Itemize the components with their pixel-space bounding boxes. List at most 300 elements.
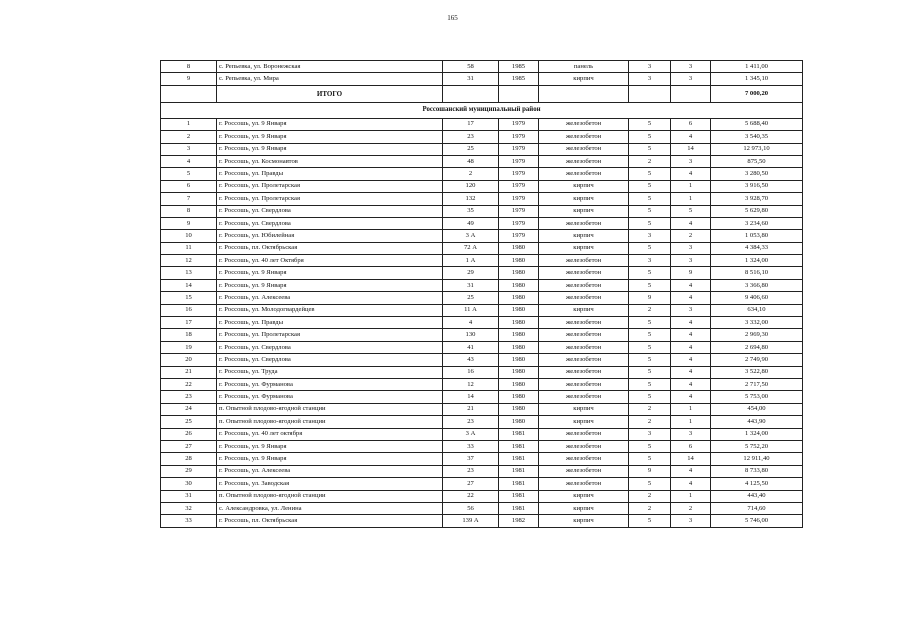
cell-year: 1979 (499, 155, 539, 167)
cell-year: 1980 (499, 242, 539, 254)
cell-address: г. Россошь, ул. Фурманова (217, 391, 443, 403)
cell-entrances: 4 (671, 341, 711, 353)
table-row (161, 428, 803, 440)
cell-material: кирпич (539, 205, 629, 217)
cell-material: кирпич (539, 193, 629, 205)
cell-number: 14 (161, 279, 217, 291)
cell-address: г. Россошь, ул. 40 лет Октября (217, 255, 443, 267)
cell-year: 1980 (499, 317, 539, 329)
cell-entrances: 1 (671, 416, 711, 428)
table-row (161, 279, 803, 291)
cell-material: железобетон (539, 317, 629, 329)
cell-material: кирпич (539, 515, 629, 527)
cell-number: 25 (161, 416, 217, 428)
cell-area: 12 973,10 (711, 143, 803, 155)
cell-year: 1979 (499, 217, 539, 229)
cell-floors: 2 (629, 502, 671, 514)
cell-number: 1 (161, 118, 217, 130)
cell-number: 13 (161, 267, 217, 279)
total-empty-cell (161, 85, 217, 102)
cell-entrances: 4 (671, 465, 711, 477)
cell-material: железобетон (539, 143, 629, 155)
table-row (161, 255, 803, 267)
cell-area: 443,40 (711, 490, 803, 502)
cell-area: 1 053,80 (711, 230, 803, 242)
cell-address: с. Александровка, ул. Ленина (217, 502, 443, 514)
cell-address: с. Репьевка, ул. Мира (217, 73, 443, 85)
cell-number: 3 (161, 143, 217, 155)
cell-area: 3 540,35 (711, 131, 803, 143)
cell-year: 1981 (499, 502, 539, 514)
cell-house: 130 (443, 329, 499, 341)
cell-number: 19 (161, 341, 217, 353)
cell-area: 714,60 (711, 502, 803, 514)
cell-entrances: 3 (671, 61, 711, 73)
cell-floors: 5 (629, 118, 671, 130)
cell-floors: 3 (629, 428, 671, 440)
table-row (161, 230, 803, 242)
cell-area: 2 969,30 (711, 329, 803, 341)
cell-area: 3 522,80 (711, 366, 803, 378)
total-empty-cell (539, 85, 629, 102)
table-row (161, 317, 803, 329)
cell-entrances: 4 (671, 391, 711, 403)
cell-material: железобетон (539, 478, 629, 490)
cell-entrances: 4 (671, 354, 711, 366)
cell-address: п. Опытной плодово-ягодной станции (217, 490, 443, 502)
cell-floors: 3 (629, 73, 671, 85)
cell-house: 3 А (443, 428, 499, 440)
cell-material: кирпич (539, 403, 629, 415)
cell-year: 1980 (499, 255, 539, 267)
cell-address: г. Россошь, пл. Октябрьская (217, 242, 443, 254)
table-row (161, 416, 803, 428)
table-row (161, 304, 803, 316)
cell-house: 58 (443, 61, 499, 73)
cell-material: железобетон (539, 378, 629, 390)
cell-year: 1980 (499, 341, 539, 353)
cell-area: 5 746,00 (711, 515, 803, 527)
cell-entrances: 1 (671, 403, 711, 415)
cell-floors: 9 (629, 292, 671, 304)
cell-entrances: 4 (671, 317, 711, 329)
cell-material: кирпич (539, 502, 629, 514)
cell-area: 443,90 (711, 416, 803, 428)
cell-house: 3 А (443, 230, 499, 242)
cell-year: 1981 (499, 440, 539, 452)
cell-number: 17 (161, 317, 217, 329)
cell-area: 1 345,10 (711, 73, 803, 85)
cell-floors: 5 (629, 391, 671, 403)
cell-house: 16 (443, 366, 499, 378)
cell-entrances: 1 (671, 193, 711, 205)
table-row (161, 366, 803, 378)
table-row (161, 61, 803, 73)
cell-material: кирпич (539, 490, 629, 502)
cell-entrances: 4 (671, 131, 711, 143)
cell-address: п. Опытной плодово-ягодной станции (217, 403, 443, 415)
cell-area: 4 125,50 (711, 478, 803, 490)
cell-material: кирпич (539, 73, 629, 85)
cell-entrances: 2 (671, 230, 711, 242)
cell-house: 41 (443, 341, 499, 353)
table-row (161, 465, 803, 477)
cell-year: 1979 (499, 193, 539, 205)
cell-year: 1982 (499, 515, 539, 527)
cell-entrances: 14 (671, 143, 711, 155)
cell-address: г. Россошь, ул. 9 Января (217, 453, 443, 465)
cell-house: 21 (443, 403, 499, 415)
cell-house: 31 (443, 73, 499, 85)
cell-address: г. Россошь, ул. Свердлова (217, 205, 443, 217)
cell-floors: 3 (629, 230, 671, 242)
cell-floors: 5 (629, 193, 671, 205)
cell-house: 23 (443, 465, 499, 477)
page-number: 165 (447, 14, 458, 22)
cell-material: кирпич (539, 230, 629, 242)
cell-house: 31 (443, 279, 499, 291)
cell-entrances: 5 (671, 205, 711, 217)
cell-address: г. Россошь, ул. Правды (217, 168, 443, 180)
cell-area: 3 916,50 (711, 180, 803, 192)
cell-material: железобетон (539, 217, 629, 229)
cell-house: 25 (443, 292, 499, 304)
cell-material: железобетон (539, 267, 629, 279)
cell-number: 2 (161, 131, 217, 143)
total-empty-cell (629, 85, 671, 102)
cell-year: 1985 (499, 73, 539, 85)
table-row (161, 155, 803, 167)
cell-address: г. Россошь, ул. Свердлова (217, 217, 443, 229)
cell-number: 31 (161, 490, 217, 502)
total-row (161, 85, 803, 102)
cell-house: 72 А (443, 242, 499, 254)
cell-number: 9 (161, 217, 217, 229)
cell-number: 9 (161, 73, 217, 85)
cell-number: 18 (161, 329, 217, 341)
section-title: Россошанский муниципальный район (161, 102, 803, 118)
cell-area: 2 694,80 (711, 341, 803, 353)
cell-floors: 2 (629, 155, 671, 167)
cell-entrances: 3 (671, 515, 711, 527)
cell-house: 22 (443, 490, 499, 502)
cell-number: 11 (161, 242, 217, 254)
cell-year: 1980 (499, 304, 539, 316)
cell-number: 28 (161, 453, 217, 465)
cell-material: железобетон (539, 341, 629, 353)
cell-material: железобетон (539, 255, 629, 267)
cell-number: 4 (161, 155, 217, 167)
cell-year: 1981 (499, 478, 539, 490)
cell-house: 12 (443, 378, 499, 390)
cell-address: г. Россошь, ул. Пролетарская (217, 329, 443, 341)
cell-area: 8 516,10 (711, 267, 803, 279)
cell-area: 3 928,70 (711, 193, 803, 205)
cell-floors: 2 (629, 416, 671, 428)
cell-number: 6 (161, 180, 217, 192)
total-empty-cell (499, 85, 539, 102)
cell-material: кирпич (539, 304, 629, 316)
cell-number: 10 (161, 230, 217, 242)
cell-entrances: 2 (671, 502, 711, 514)
cell-house: 1 А (443, 255, 499, 267)
cell-entrances: 3 (671, 155, 711, 167)
cell-entrances: 6 (671, 440, 711, 452)
cell-year: 1980 (499, 416, 539, 428)
cell-house: 25 (443, 143, 499, 155)
cell-entrances: 4 (671, 478, 711, 490)
cell-floors: 2 (629, 304, 671, 316)
total-empty-cell (671, 85, 711, 102)
cell-material: железобетон (539, 168, 629, 180)
cell-address: г. Россошь, ул. Свердлова (217, 354, 443, 366)
cell-number: 5 (161, 168, 217, 180)
cell-material: панель (539, 61, 629, 73)
cell-house: 49 (443, 217, 499, 229)
cell-year: 1980 (499, 378, 539, 390)
cell-material: железобетон (539, 329, 629, 341)
cell-material: железобетон (539, 118, 629, 130)
table-row (161, 329, 803, 341)
table-row (161, 242, 803, 254)
table-row (161, 193, 803, 205)
cell-area: 5 752,20 (711, 440, 803, 452)
cell-area: 1 324,00 (711, 428, 803, 440)
cell-entrances: 1 (671, 490, 711, 502)
table-row (161, 378, 803, 390)
cell-area: 875,50 (711, 155, 803, 167)
cell-address: г. Россошь, ул. Правды (217, 317, 443, 329)
cell-material: железобетон (539, 354, 629, 366)
cell-area: 1 324,00 (711, 255, 803, 267)
cell-material: железобетон (539, 465, 629, 477)
cell-number: 21 (161, 366, 217, 378)
cell-area: 5 629,80 (711, 205, 803, 217)
cell-material: железобетон (539, 292, 629, 304)
cell-house: 120 (443, 180, 499, 192)
table-row (161, 131, 803, 143)
table-row (161, 180, 803, 192)
cell-entrances: 3 (671, 428, 711, 440)
cell-number: 7 (161, 193, 217, 205)
cell-number: 27 (161, 440, 217, 452)
table-row (161, 143, 803, 155)
cell-house: 4 (443, 317, 499, 329)
cell-house: 56 (443, 502, 499, 514)
total-empty-cell (443, 85, 499, 102)
cell-floors: 9 (629, 465, 671, 477)
cell-floors: 5 (629, 205, 671, 217)
cell-house: 29 (443, 267, 499, 279)
cell-area: 3 280,50 (711, 168, 803, 180)
cell-address: г. Россошь, ул. Алексеева (217, 292, 443, 304)
cell-entrances: 4 (671, 329, 711, 341)
table-row (161, 205, 803, 217)
total-label: ИТОГО (217, 85, 443, 102)
cell-address: г. Россошь, ул. Пролетарская (217, 180, 443, 192)
cell-area: 2 749,90 (711, 354, 803, 366)
cell-address: г. Россошь, ул. Свердлова (217, 341, 443, 353)
cell-year: 1981 (499, 453, 539, 465)
cell-area: 5 753,00 (711, 391, 803, 403)
cell-area: 3 234,60 (711, 217, 803, 229)
cell-floors: 5 (629, 317, 671, 329)
cell-number: 12 (161, 255, 217, 267)
cell-address: г. Россошь, ул. 9 Января (217, 279, 443, 291)
cell-year: 1980 (499, 391, 539, 403)
cell-address: г. Россошь, ул. 9 Января (217, 118, 443, 130)
cell-year: 1979 (499, 168, 539, 180)
cell-floors: 3 (629, 61, 671, 73)
cell-floors: 5 (629, 131, 671, 143)
cell-year: 1979 (499, 230, 539, 242)
cell-number: 16 (161, 304, 217, 316)
cell-address: с. Репьевка, ул. Воронежская (217, 61, 443, 73)
table-row (161, 490, 803, 502)
cell-year: 1979 (499, 180, 539, 192)
cell-house: 37 (443, 453, 499, 465)
cell-entrances: 4 (671, 217, 711, 229)
cell-area: 8 733,80 (711, 465, 803, 477)
cell-address: г. Россошь, пл. Октябрьская (217, 515, 443, 527)
cell-floors: 5 (629, 341, 671, 353)
cell-floors: 5 (629, 366, 671, 378)
cell-address: г. Россошь, ул. 9 Января (217, 143, 443, 155)
cell-entrances: 3 (671, 73, 711, 85)
cell-house: 35 (443, 205, 499, 217)
cell-entrances: 14 (671, 453, 711, 465)
cell-floors: 5 (629, 354, 671, 366)
table-row (161, 341, 803, 353)
cell-entrances: 9 (671, 267, 711, 279)
table-row (161, 478, 803, 490)
cell-address: г. Россошь, ул. 9 Января (217, 131, 443, 143)
cell-house: 132 (443, 193, 499, 205)
table-row (161, 515, 803, 527)
cell-floors: 2 (629, 490, 671, 502)
cell-floors: 2 (629, 403, 671, 415)
cell-floors: 5 (629, 279, 671, 291)
table-row (161, 168, 803, 180)
cell-address: г. Россошь, ул. 40 лет октября (217, 428, 443, 440)
cell-house: 14 (443, 391, 499, 403)
cell-address: п. Опытной плодово-ягодной станции (217, 416, 443, 428)
cell-material: железобетон (539, 391, 629, 403)
cell-house: 17 (443, 118, 499, 130)
cell-material: железобетон (539, 279, 629, 291)
cell-area: 634,10 (711, 304, 803, 316)
cell-entrances: 4 (671, 366, 711, 378)
cell-year: 1980 (499, 403, 539, 415)
cell-number: 32 (161, 502, 217, 514)
cell-address: г. Россошь, ул. 9 Января (217, 440, 443, 452)
cell-entrances: 4 (671, 378, 711, 390)
cell-floors: 5 (629, 217, 671, 229)
cell-number: 15 (161, 292, 217, 304)
total-value: 7 000,20 (711, 85, 803, 102)
cell-number: 24 (161, 403, 217, 415)
cell-year: 1979 (499, 118, 539, 130)
cell-area: 3 332,00 (711, 317, 803, 329)
cell-entrances: 4 (671, 168, 711, 180)
cell-address: г. Россошь, ул. Фурманова (217, 378, 443, 390)
table-row (161, 453, 803, 465)
table-row (161, 440, 803, 452)
table-row (161, 292, 803, 304)
cell-entrances: 3 (671, 255, 711, 267)
cell-address: г. Россошь, ул. Заводская (217, 478, 443, 490)
cell-floors: 5 (629, 180, 671, 192)
cell-floors: 5 (629, 440, 671, 452)
cell-year: 1979 (499, 143, 539, 155)
cell-material: железобетон (539, 440, 629, 452)
cell-address: г. Россошь, ул. Космонавтов (217, 155, 443, 167)
table-row (161, 502, 803, 514)
cell-entrances: 3 (671, 242, 711, 254)
cell-number: 33 (161, 515, 217, 527)
cell-area: 9 406,60 (711, 292, 803, 304)
cell-number: 8 (161, 205, 217, 217)
cell-floors: 5 (629, 515, 671, 527)
cell-year: 1980 (499, 267, 539, 279)
cell-address: г. Россошь, ул. 9 Января (217, 267, 443, 279)
cell-house: 33 (443, 440, 499, 452)
cell-floors: 5 (629, 168, 671, 180)
cell-house: 23 (443, 131, 499, 143)
cell-material: железобетон (539, 155, 629, 167)
cell-year: 1980 (499, 354, 539, 366)
cell-floors: 5 (629, 453, 671, 465)
cell-area: 12 911,40 (711, 453, 803, 465)
housing-registry-table (160, 60, 803, 528)
table-row (161, 391, 803, 403)
cell-house: 139 А (443, 515, 499, 527)
cell-material: кирпич (539, 242, 629, 254)
table-row (161, 403, 803, 415)
cell-floors: 5 (629, 267, 671, 279)
cell-house: 48 (443, 155, 499, 167)
cell-year: 1985 (499, 61, 539, 73)
cell-house: 43 (443, 354, 499, 366)
cell-address: г. Россошь, ул. Пролетарская (217, 193, 443, 205)
cell-material: железобетон (539, 131, 629, 143)
cell-year: 1981 (499, 465, 539, 477)
cell-area: 3 366,80 (711, 279, 803, 291)
cell-year: 1979 (499, 205, 539, 217)
cell-number: 30 (161, 478, 217, 490)
cell-material: железобетон (539, 453, 629, 465)
table-row (161, 73, 803, 85)
cell-entrances: 6 (671, 118, 711, 130)
cell-house: 23 (443, 416, 499, 428)
cell-year: 1979 (499, 131, 539, 143)
cell-floors: 5 (629, 478, 671, 490)
cell-address: г. Россошь, ул. Труда (217, 366, 443, 378)
cell-number: 22 (161, 378, 217, 390)
cell-year: 1981 (499, 428, 539, 440)
cell-year: 1980 (499, 366, 539, 378)
cell-number: 23 (161, 391, 217, 403)
cell-floors: 3 (629, 255, 671, 267)
cell-address: г. Россошь, ул. Молодогвардейцев (217, 304, 443, 316)
cell-floors: 5 (629, 378, 671, 390)
cell-area: 5 688,40 (711, 118, 803, 130)
cell-house: 11 А (443, 304, 499, 316)
table-row (161, 217, 803, 229)
cell-area: 1 411,00 (711, 61, 803, 73)
table-row (161, 118, 803, 130)
cell-house: 2 (443, 168, 499, 180)
